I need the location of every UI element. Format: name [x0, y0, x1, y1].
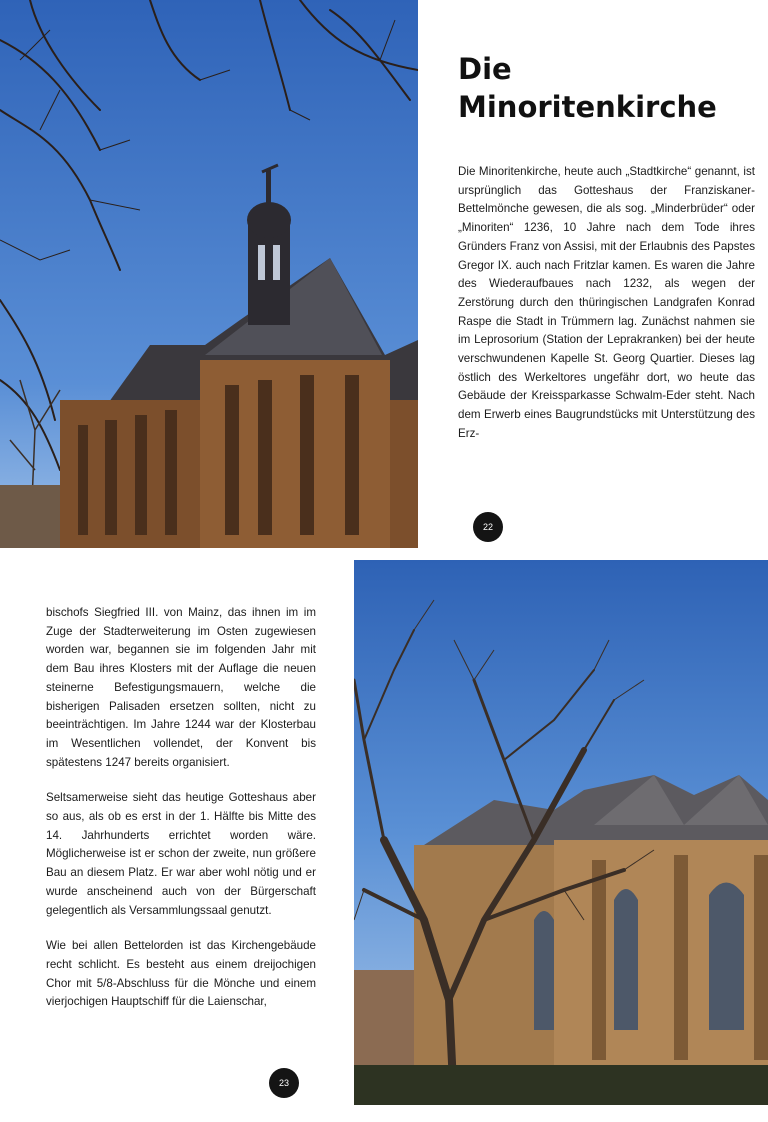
title-line-2: Minoritenkirche [458, 90, 717, 124]
paragraph: Wie bei allen Bettelorden ist das Kirchengebäude recht schlicht. Es besteht aus einem dreijochigen Chor mit 5/8-Abschluss für die Mönche und einem vierjochigen Hauptschiff für die Laienschar, [46, 939, 316, 1009]
page-number-badge: 22 [473, 512, 503, 542]
paragraph: Seltsamerweise sieht das heutige Gotteshaus aber so aus, als ob es erst in der 1. Hälfte bis Mitte des 14. Jahrhunderts errichtet worden wäre. Möglicherweise ist er schon der zweite, nun größere Bau an diesem Platz. Er war aber wohl nötig und er wurde anscheinend auch von der Bürgerschaft gelegentlich als Versammlungssaal genutzt. [46, 791, 316, 917]
church-photo-bottom [354, 560, 768, 1105]
article-title [458, 50, 758, 126]
text-column-bottom [46, 604, 316, 1012]
page-number-badge: 23 [269, 1068, 299, 1098]
paragraph: Die Minoritenkirche, heute auch „Stadtkirche“ genannt, ist ursprünglich das Gotteshaus der Franziskaner-Bettelmönche gewesen, die als sog. „Minderbrüder“ oder „Minoriten“ 1236, 10 Jahre nach dem Tode ihres Gründers Franz von Assisi, mit der Erlaubnis des Papstes Gregor IX. auch nach Fritzlar kamen. Es waren die Jahre des Wiederaufbaues nach 1232, als wegen der Zerstörung durch den thüringischen Landgrafen Konrad Raspe die Stadt in Trümmern lag. Zunächst nahmen sie im Leprosorium (Station der Leprakranken) bei der heute verschwundenen Kapelle St. Georg Quartier. Dieses lag östlich des Werkeltores ungefähr dort, wo heute das Gebäude der Kreissparkasse Schwalm-Eder steht. Nach dem Erwerb eines Baugrundstücks mit Unterstützung des Erz- [458, 165, 755, 440]
church-photo-top [0, 0, 418, 548]
title-line-1: Die [458, 52, 512, 86]
paragraph: bischofs Siegfried III. von Mainz, das ihnen im im Zuge der Stadterweiterung im Osten zugewiesen worden war, begannen sie im folgenden Jahr mit dem Bau ihres Klosters mit der Auflage die neuen steinerne Befestigungsmauern, welche die bisherigen Palisaden ersetzen sollten, nicht zu beeinträchtigen. Im Jahre 1244 war der Klosterbau im Wesentlichen vollendet, der Konvent bis spätestens 1247 bereits organisiert. [46, 606, 316, 769]
text-column-top [458, 163, 755, 444]
